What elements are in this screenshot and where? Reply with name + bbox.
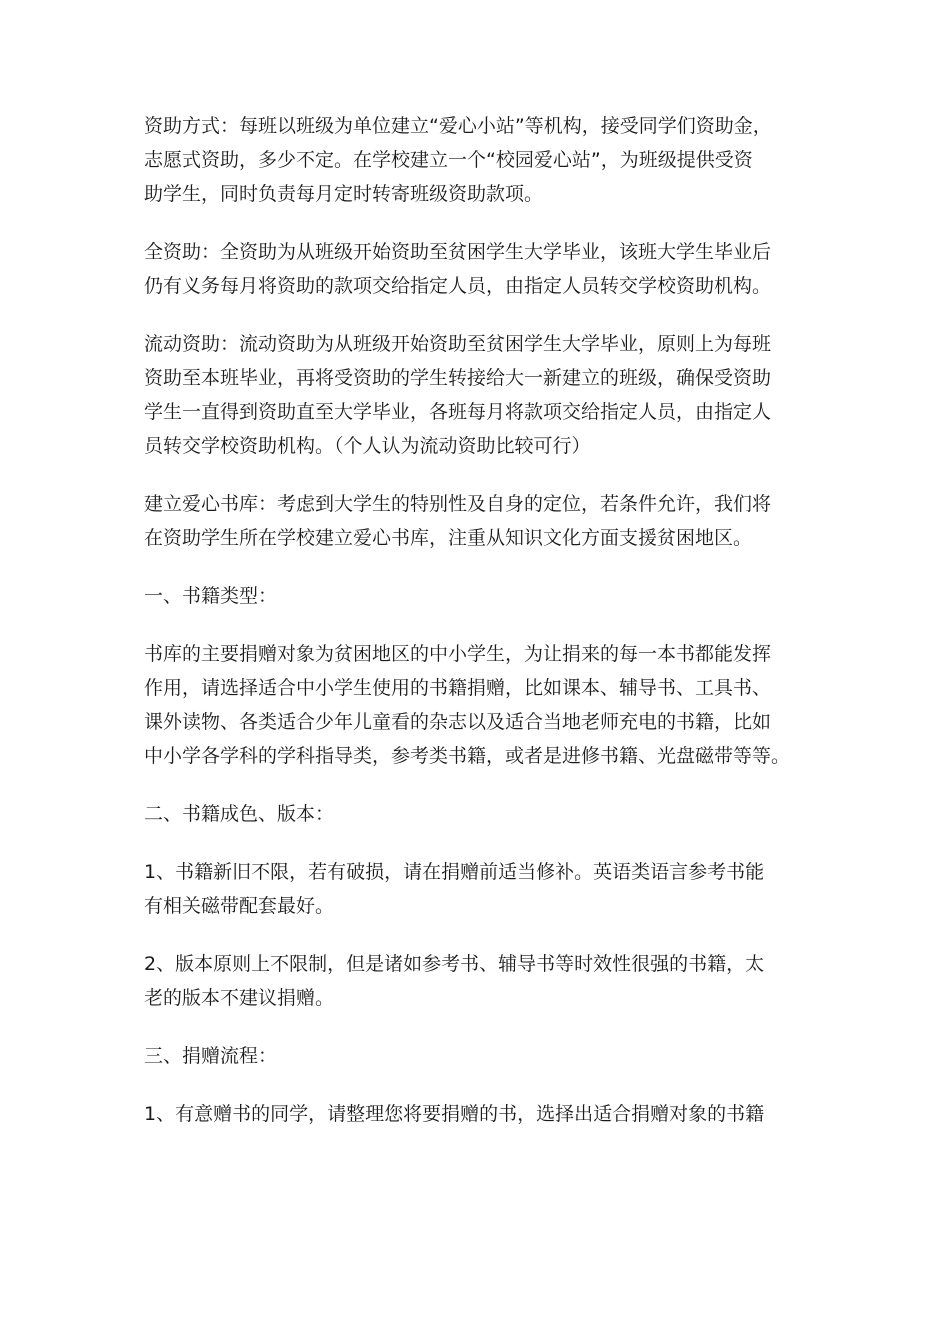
text-line: 一、书籍类型： xyxy=(144,585,278,607)
paragraph-rolling-funding xyxy=(144,327,834,463)
text-line: 二、书籍成色、版本： xyxy=(144,803,335,825)
section-heading-book-condition xyxy=(144,797,834,831)
text-line: 志愿式资助，多少不定。在学校建立一个“校园爱心站”，为班级提供受资 xyxy=(144,149,753,171)
text-line: 建立爱心书库：考虑到大学生的特别性及自身的定位，若条件允许，我们将 xyxy=(144,493,772,515)
text-line: 2、版本原则上不限制，但是诸如参考书、辅导书等时效性很强的书籍，太 xyxy=(144,953,765,975)
text-line: 有相关磁带配套最好。 xyxy=(144,895,335,917)
paragraph-condition-item-1 xyxy=(144,855,834,923)
paragraph-full-funding xyxy=(144,235,834,303)
text-line: 助学生，同时负责每月定时转寄班级资助款项。 xyxy=(144,183,544,205)
text-line: 1、书籍新旧不限，若有破损，请在捐赠前适当修补。英语类语言参考书能 xyxy=(144,861,765,883)
text-line: 学生一直得到资助直至大学毕业，各班每月将款项交给指定人员，由指定人 xyxy=(144,401,772,423)
section-heading-book-types xyxy=(144,579,834,613)
text-line: 中小学各学科的学科指导类，参考类书籍，或者是进修书籍、光盘磁带等等。 xyxy=(144,745,791,767)
paragraph-process-item-1 xyxy=(144,1097,834,1131)
text-line: 书库的主要捐赠对象为贫困地区的中小学生，为让捐来的每一本书都能发挥 xyxy=(144,643,772,665)
text-line: 全资助：全资助为从班级开始资助至贫困学生大学毕业，该班大学生毕业后 xyxy=(144,241,772,263)
section-heading-donation-process xyxy=(144,1039,834,1073)
text-line: 仍有义务每月将资助的款项交给指定人员，由指定人员转交学校资助机构。 xyxy=(144,275,772,297)
text-line: 流动资助：流动资助为从班级开始资助至贫困学生大学毕业，原则上为每班 xyxy=(144,333,772,355)
text-line: 作用，请选择适合中小学生使用的书籍捐赠，比如课本、辅导书、工具书、 xyxy=(144,677,772,699)
text-line: 在资助学生所在学校建立爱心书库，注重从知识文化方面支援贫困地区。 xyxy=(144,527,753,549)
text-line: 三、捐赠流程： xyxy=(144,1045,278,1067)
document-body xyxy=(144,109,834,1155)
paragraph-condition-item-2 xyxy=(144,947,834,1015)
text-line: 资助方式：每班以班级为单位建立“爱心小站”等机构，接受同学们资助金， xyxy=(144,115,772,137)
paragraph-funding-method xyxy=(144,109,834,211)
text-line: 1、有意赠书的同学，请整理您将要捐赠的书，选择出适合捐赠对象的书籍 xyxy=(144,1103,765,1125)
paragraph-book-types xyxy=(144,637,834,773)
text-line: 资助至本班毕业，再将受资助的学生转接给大一新建立的班级，确保受资助 xyxy=(144,367,772,389)
paragraph-book-library xyxy=(144,487,834,555)
text-line: 员转交学校资助机构。（个人认为流动资助比较可行） xyxy=(144,435,591,457)
text-line: 老的版本不建议捐赠。 xyxy=(144,987,335,1009)
text-line: 课外读物、各类适合少年儿童看的杂志以及适合当地老师充电的书籍，比如 xyxy=(144,711,772,733)
